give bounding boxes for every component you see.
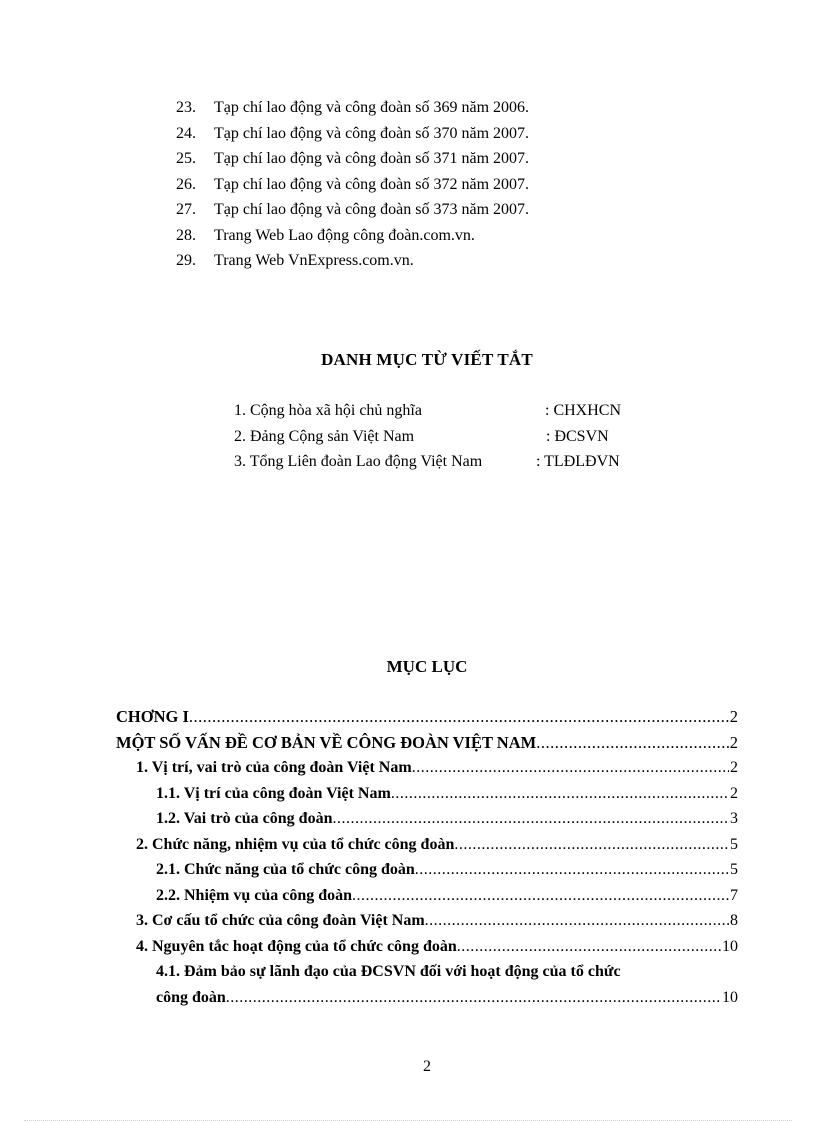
abbreviation-list	[234, 398, 674, 475]
abbreviation-item: 1. Cộng hòa xã hội chủ nghĩa : CHXHCN	[234, 402, 622, 419]
toc-entry[interactable]: 1.1. Vị trí của công đoàn Việt Nam ..... 2	[116, 781, 738, 807]
page-divider	[24, 1120, 792, 1121]
abbreviations-title: DANH MỤC TỪ VIẾT TẮT	[321, 350, 533, 369]
reference-item: 28. Trang Web Lao động công đoàn.com.vn.	[176, 226, 475, 244]
toc-entry[interactable]: 3. Cơ cấu tổ chức của công đoàn Việt Nam ..... 8	[116, 908, 738, 934]
toc-entry-continuation[interactable]: công đoàn ..... 10	[116, 985, 738, 1011]
abbreviation-item: 3. Tổng Liên đoàn Lao động Việt Nam : TLĐLĐVN	[234, 453, 620, 470]
abbreviation-item: 2. Đảng Cộng sản Việt Nam : ĐCSVN	[234, 427, 609, 445]
reference-item: 24. Tạp chí lao động và công đoàn số 370 năm 2007.	[176, 124, 530, 142]
reference-item: 26. Tạp chí lao động và công đoàn số 372 năm 2007.	[176, 175, 530, 193]
reference-item: 23. Tạp chí lao động và công đoàn số 369 năm 2006.	[176, 99, 530, 116]
reference-item: 27. Tạp chí lao động và công đoàn số 373 năm 2007.	[176, 201, 530, 218]
toc-entry[interactable]: 2.1. Chức năng của tổ chức công đoàn ..... 5	[116, 857, 738, 883]
table-of-contents	[116, 704, 738, 1010]
reference-list	[176, 95, 529, 274]
toc-entry[interactable]: CHƠNG I ..... 2	[116, 704, 738, 730]
page-number: 2	[423, 1058, 431, 1075]
toc-entry-wrapped[interactable]: 4.1. Đảm bảo sự lãnh đạo của ĐCSVN đối với hoạt động của tổ chức	[156, 963, 621, 980]
reference-item: 25. Tạp chí lao động và công đoàn số 371 năm 2007.	[176, 150, 530, 167]
toc-entry[interactable]: 1.2. Vai trò của công đoàn ..... 3	[116, 806, 738, 832]
toc-entry[interactable]: 1. Vị trí, vai trò của công đoàn Việt Nam ..... 2	[116, 755, 738, 781]
reference-item: 29. Trang Web VnExpress.com.vn.	[176, 252, 414, 269]
toc-entry[interactable]: MỘT SỐ VẤN ĐỀ CƠ BẢN VỀ CÔNG ĐOÀN VIỆT NAM ..... 2	[116, 730, 738, 756]
toc-entry[interactable]: 2. Chức năng, nhiệm vụ của tổ chức công đoàn ..... 5	[116, 832, 738, 858]
toc-entry[interactable]: 4. Nguyên tắc hoạt động của tổ chức công đoàn ..... 10	[116, 934, 738, 960]
toc-entry[interactable]: 2.2. Nhiệm vụ của công đoàn ..... 7	[116, 883, 738, 909]
toc-title: MỤC LỤC	[386, 657, 468, 676]
